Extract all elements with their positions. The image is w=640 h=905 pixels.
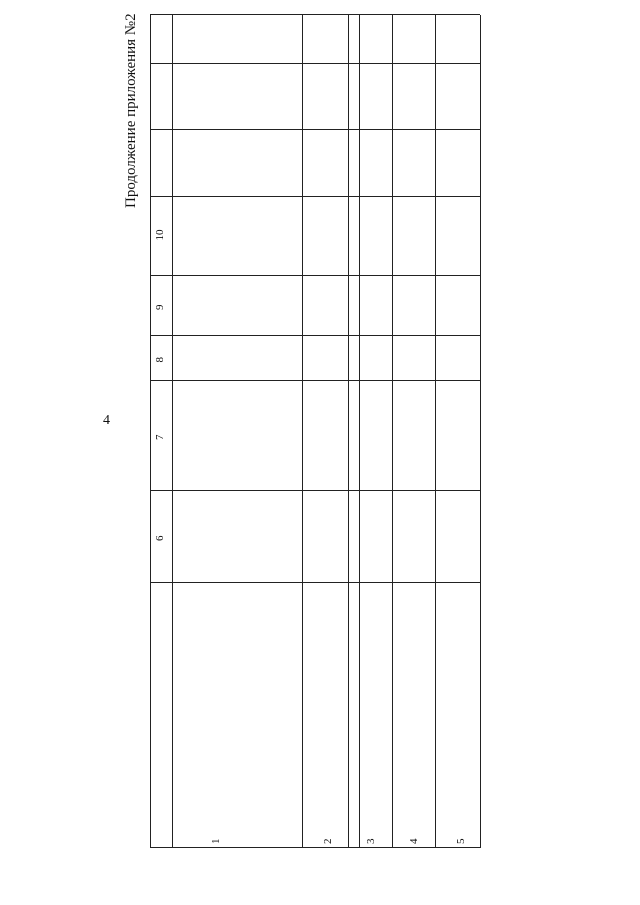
page-number: 4 [103, 413, 110, 428]
column-divider [435, 15, 436, 848]
data-table [150, 15, 480, 848]
table-border-left [150, 847, 480, 848]
column-divider [150, 196, 480, 197]
column-header: 1 [210, 838, 222, 844]
column-divider [150, 335, 480, 336]
column-divider [150, 582, 480, 583]
column-divider [392, 15, 393, 848]
column-divider [150, 129, 480, 130]
column-divider [302, 15, 303, 848]
column-header: 10 [154, 229, 166, 241]
column-header: 7 [154, 434, 166, 440]
column-divider [150, 380, 480, 381]
column-header: 6 [154, 535, 166, 541]
column-divider [150, 490, 480, 491]
column-header: 9 [154, 304, 166, 310]
column-divider [150, 275, 480, 276]
table-border-top [150, 15, 151, 848]
header-separator [172, 15, 173, 848]
column-divider [150, 14, 480, 15]
column-divider [480, 15, 481, 848]
column-divider [150, 63, 480, 64]
column-header: 2 [322, 838, 334, 844]
column-header: 4 [408, 838, 420, 844]
column-header: 8 [154, 357, 166, 363]
appendix-caption: Продолжение приложения №2 [123, 13, 139, 208]
section-separator [359, 15, 360, 848]
column-header: 3 [365, 838, 377, 844]
column-header: 5 [455, 838, 467, 844]
column-divider [348, 15, 349, 848]
